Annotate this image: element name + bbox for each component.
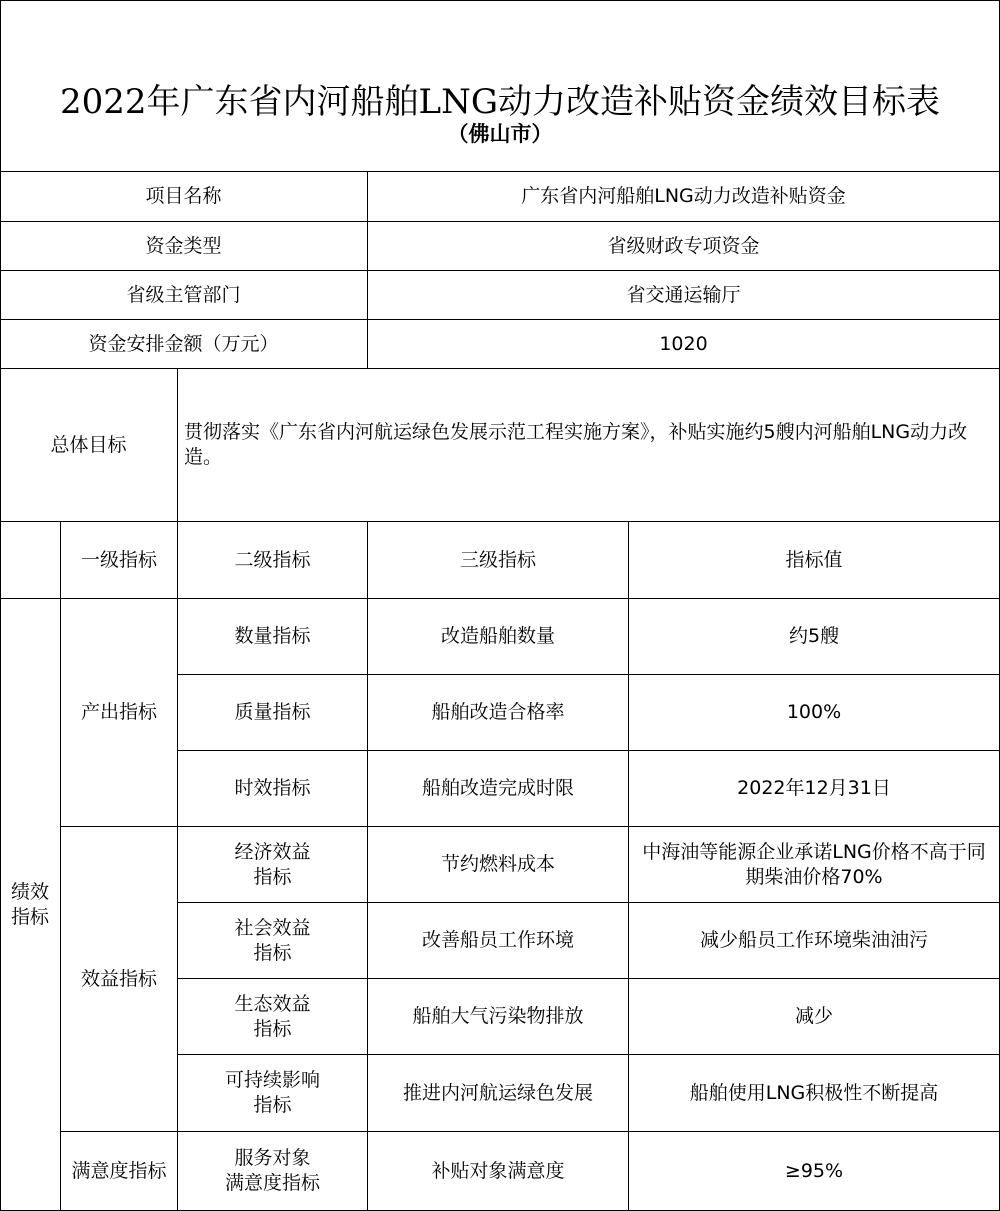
row-level2-line2: 指标 xyxy=(253,1094,292,1116)
row-level2: 时效指标 xyxy=(178,751,368,827)
row-level2-line2: 满意度指标 xyxy=(224,1172,320,1194)
group-output: 产出指标 xyxy=(61,599,178,827)
row-level2: 数量指标 xyxy=(178,599,368,675)
department-label: 省级主管部门 xyxy=(0,271,368,320)
goal-label: 总体目标 xyxy=(0,369,178,522)
header-blank-cell xyxy=(0,522,61,599)
row-level2 xyxy=(178,1132,368,1211)
row-level2 xyxy=(178,979,368,1055)
row-level3: 船舶改造合格率 xyxy=(368,675,629,751)
header-level3: 三级指标 xyxy=(368,522,629,599)
row-value: ≥95% xyxy=(629,1132,1000,1211)
fund-type-value: 省级财政专项资金 xyxy=(368,222,1000,271)
row-value: 100% xyxy=(629,675,1000,751)
row-level2-line2: 指标 xyxy=(253,1017,292,1040)
row-value: 减少 xyxy=(629,979,1000,1055)
row-value: 中海油等能源企业承诺LNG价格不高于同期柴油价格70% xyxy=(629,827,1000,903)
goal-value: 贯彻落实《广东省内河航运绿色发展示范工程实施方案》，补贴实施约5艘内河船舶LNG动力改造。 xyxy=(178,369,1000,522)
header-level1: 一级指标 xyxy=(61,522,178,599)
row-level3: 船舶改造完成时限 xyxy=(368,751,629,827)
perf-label-line2: 指标 xyxy=(10,905,49,928)
row-level2-line1: 服务对象 xyxy=(234,1147,311,1169)
row-value: 船舶使用LNG积极性不断提高 xyxy=(629,1055,1000,1132)
row-level2-line1: 生态效益 xyxy=(234,992,311,1015)
row-level2-line1: 社会效益 xyxy=(234,916,311,939)
perf-indicator-label xyxy=(0,599,61,1211)
row-level3: 船舶大气污染物排放 xyxy=(368,979,629,1055)
department-value: 省交通运输厅 xyxy=(368,271,1000,320)
row-level3: 节约燃料成本 xyxy=(368,827,629,903)
row-level2: 质量指标 xyxy=(178,675,368,751)
row-level3: 改造船舶数量 xyxy=(368,599,629,675)
row-level2 xyxy=(178,1055,368,1132)
project-name-value: 广东省内河船舶LNG动力改造补贴资金 xyxy=(368,171,1000,222)
row-value: 减少船员工作环境柴油油污 xyxy=(629,903,1000,979)
row-level2 xyxy=(178,827,368,903)
row-level2-line2: 指标 xyxy=(253,941,292,964)
page-title: 2022年广东省内河船舶LNG动力改造补贴资金绩效目标表 xyxy=(59,82,940,122)
row-value: 2022年12月31日 xyxy=(629,751,1000,827)
group-benefit: 效益指标 xyxy=(61,827,178,1132)
header-level2: 二级指标 xyxy=(178,522,368,599)
row-level3: 推进内河航运绿色发展 xyxy=(368,1055,629,1132)
group-satisfaction: 满意度指标 xyxy=(61,1132,178,1211)
amount-value: 1020 xyxy=(368,320,1000,369)
row-level3: 补贴对象满意度 xyxy=(368,1132,629,1211)
perf-label-line1: 绩效 xyxy=(10,880,49,903)
project-name-label: 项目名称 xyxy=(0,171,368,222)
row-value: 约5艘 xyxy=(629,599,1000,675)
amount-label: 资金安排金额（万元） xyxy=(0,320,368,369)
row-level2-line1: 经济效益 xyxy=(234,840,311,863)
fund-type-label: 资金类型 xyxy=(0,222,368,271)
header-value: 指标值 xyxy=(629,522,1000,599)
row-level3: 改善船员工作环境 xyxy=(368,903,629,979)
page-subtitle: （佛山市） xyxy=(447,122,553,146)
row-level2-line1: 可持续影响 xyxy=(224,1069,320,1091)
row-level2 xyxy=(178,903,368,979)
row-level2-line2: 指标 xyxy=(253,865,292,888)
